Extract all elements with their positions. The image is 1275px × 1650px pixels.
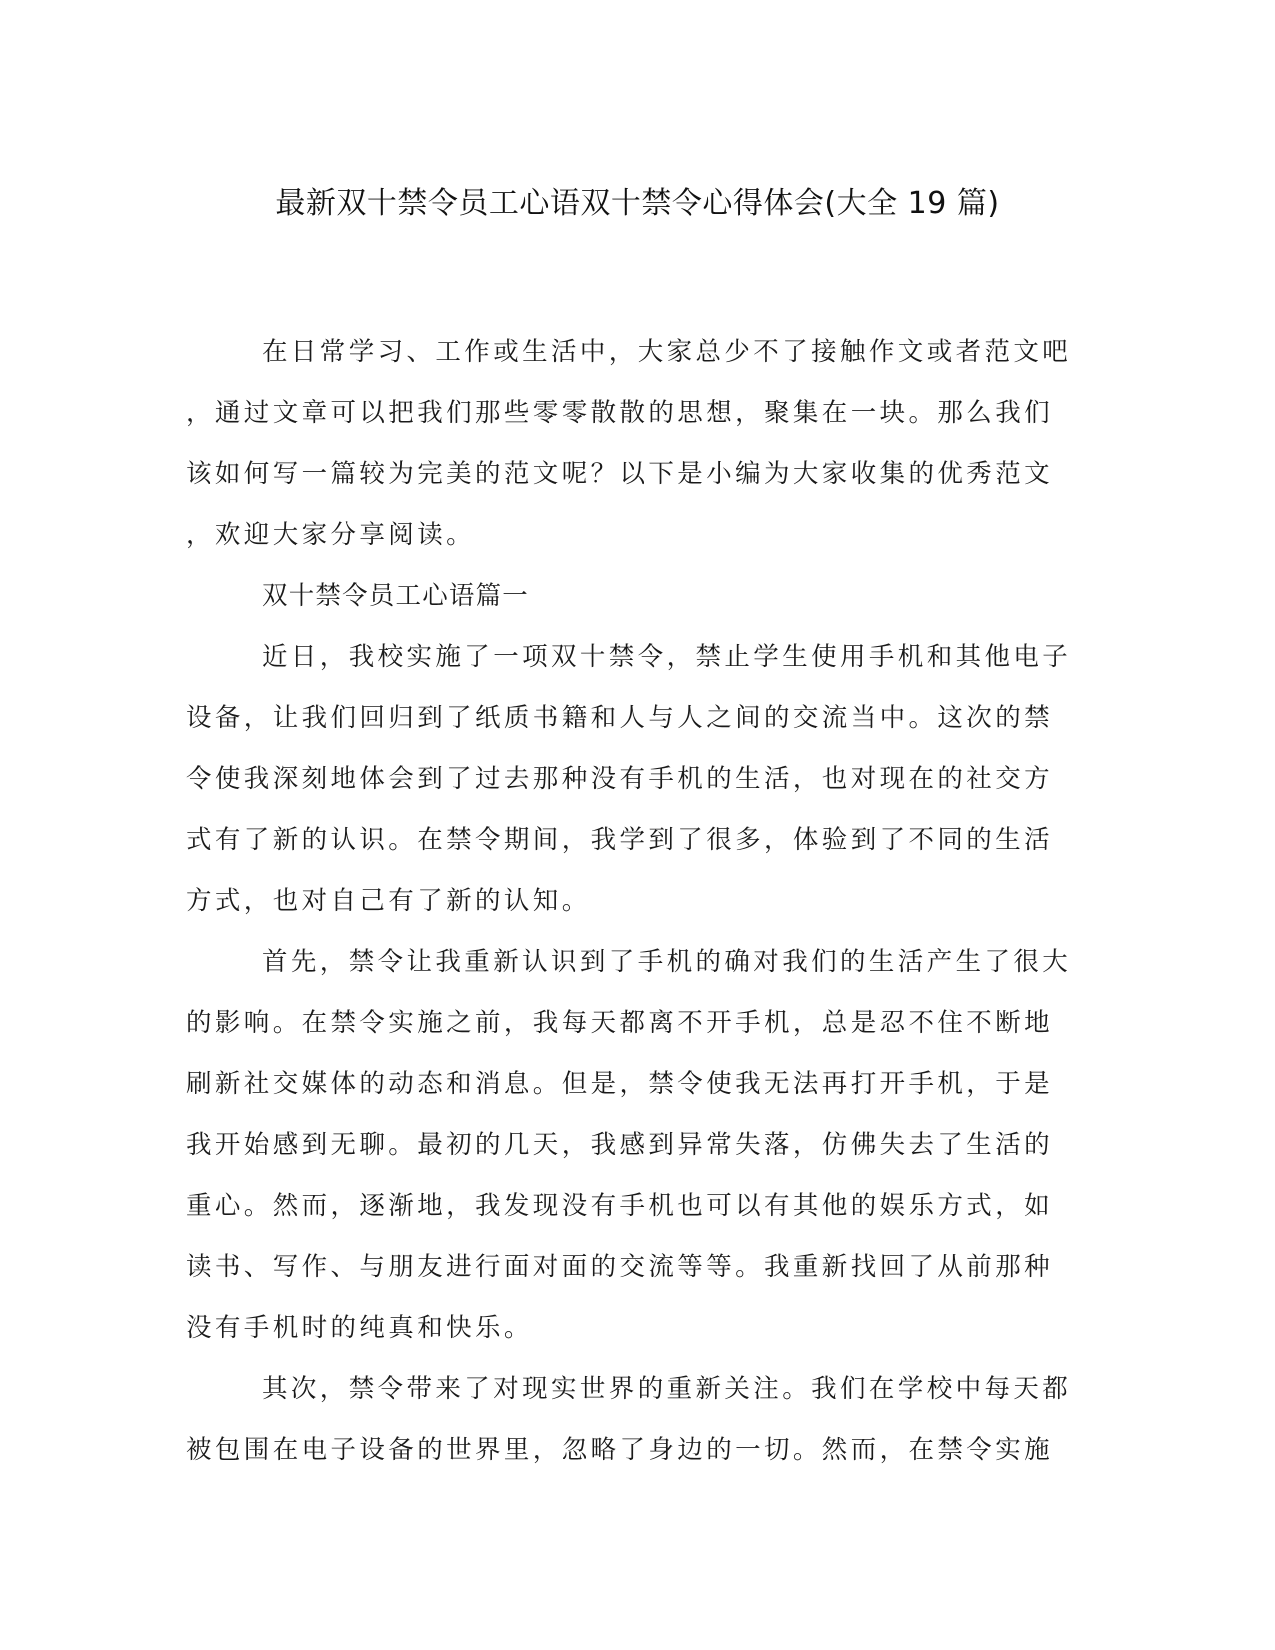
paragraph-line: 令使我深刻地体会到了过去那种没有手机的生活，也对现在的社交方 <box>186 764 1054 794</box>
paragraph-line: 我开始感到无聊。最初的几天，我感到异常失落，仿佛失去了生活的 <box>186 1130 1054 1160</box>
paragraph-line: 方式，也对自己有了新的认知。 <box>186 886 591 916</box>
paragraph-line: 首先，禁令让我重新认识到了手机的确对我们的生活产生了很大 <box>262 947 1072 977</box>
paragraph-line: 式有了新的认识。在禁令期间，我学到了很多，体验到了不同的生活 <box>186 825 1054 855</box>
paragraph-line: 读书、写作、与朋友进行面对面的交流等等。我重新找回了从前那种 <box>186 1252 1054 1282</box>
paragraph-line: 其次，禁令带来了对现实世界的重新关注。我们在学校中每天都 <box>262 1374 1072 1404</box>
paragraph-line: 近日，我校实施了一项双十禁令，禁止学生使用手机和其他电子 <box>262 642 1072 672</box>
paragraph-line: 刷新社交媒体的动态和消息。但是，禁令使我无法再打开手机，于是 <box>186 1069 1054 1099</box>
document-title: 最新双十禁令员工心语双十禁令心得体会(大全 19 篇) <box>275 186 1000 221</box>
paragraph-line: 没有手机时的纯真和快乐。 <box>186 1313 533 1343</box>
paragraph-line: 被包围在电子设备的世界里，忽略了身边的一切。然而，在禁令实施 <box>186 1435 1054 1465</box>
paragraph-line: 在日常学习、工作或生活中，大家总少不了接触作文或者范文吧 <box>262 337 1072 367</box>
paragraph-line: 重心。然而，逐渐地，我发现没有手机也可以有其他的娱乐方式，如 <box>186 1191 1054 1221</box>
paragraph-line: 的影响。在禁令实施之前，我每天都离不开手机，总是忍不住不断地 <box>186 1008 1054 1038</box>
paragraph-line: 该如何写一篇较为完美的范文呢？以下是小编为大家收集的优秀范文 <box>186 459 1054 489</box>
paragraph-line: 设备，让我们回归到了纸质书籍和人与人之间的交流当中。这次的禁 <box>186 703 1054 733</box>
paragraph-line: ，欢迎大家分享阅读。 <box>186 520 476 550</box>
section-heading: 双十禁令员工心语篇一 <box>262 581 530 611</box>
document-body <box>186 322 1072 1481</box>
paragraph-line: ，通过文章可以把我们那些零零散散的思想，聚集在一块。那么我们 <box>186 398 1054 428</box>
